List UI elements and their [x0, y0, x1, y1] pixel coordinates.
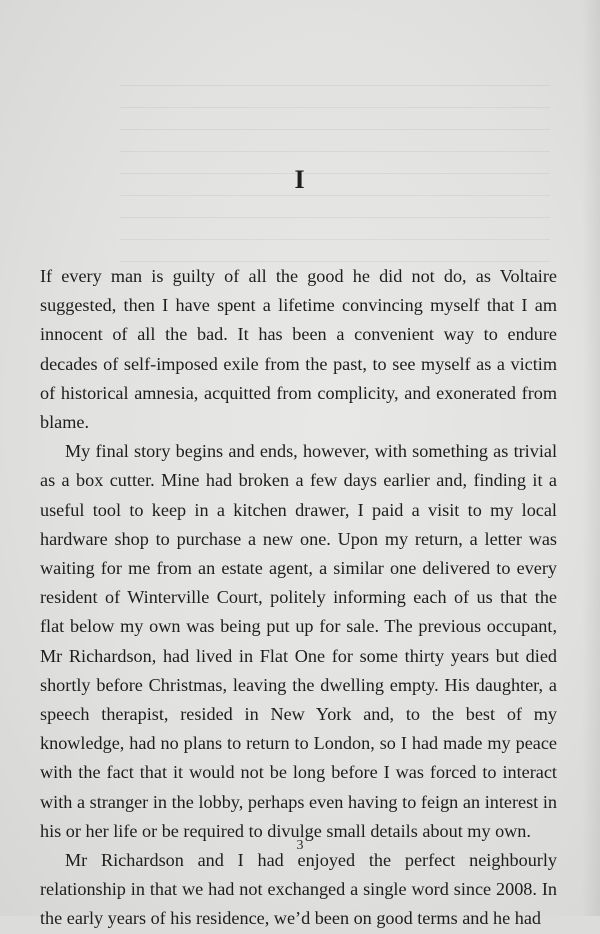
paragraph-3: Mr Richardson and I had enjoyed the perfect neighbourly relationship in that we had not exchanged a single word since 2008. In the early years of his residence, we’d been on good terms and he had: [40, 850, 557, 929]
paragraph-2: My final story begins and ends, however, with something as trivial as a box cutter. Mine had broken a few days earlier and, finding it a useful tool to keep in a kitchen drawer, I paid a visit to my local hardware shop to purchase a new one. Upon my return, a letter was waiting for me from an estate agent, a similar one delivered to every resident of Winterville Court, politely informing each of us that the flat below my own was being put up for sale. The previous occupant, Mr Richardson, had lived in Flat One for some thirty years but died shortly before Christmas, leaving the dwelling empty. His daughter, a speech therapist, resided in New York and, to the best of my knowledge, had no plans to return to London, so I had made my peace with the fact that it would not be long before I was forced to interact with a stranger in the lobby, perhaps even having to feign an interest in his or her life or be required to divulge small details about my own.: [40, 441, 557, 841]
paragraph-1: If every man is guilty of all the good he did not do, as Voltaire suggested, then I have spent a lifetime convincing myself that I am innocent of all the bad. It has been a convenient way to endure decades of self-imposed exile from the past, to see myself as a victim of historical amnesia, acquitted from complicity, and exonerated from blame.: [40, 266, 557, 433]
page-number: 3: [296, 838, 304, 853]
chapter-number: I: [294, 165, 306, 194]
page-edge-shadow: [582, 0, 600, 916]
body-text: [40, 262, 557, 934]
